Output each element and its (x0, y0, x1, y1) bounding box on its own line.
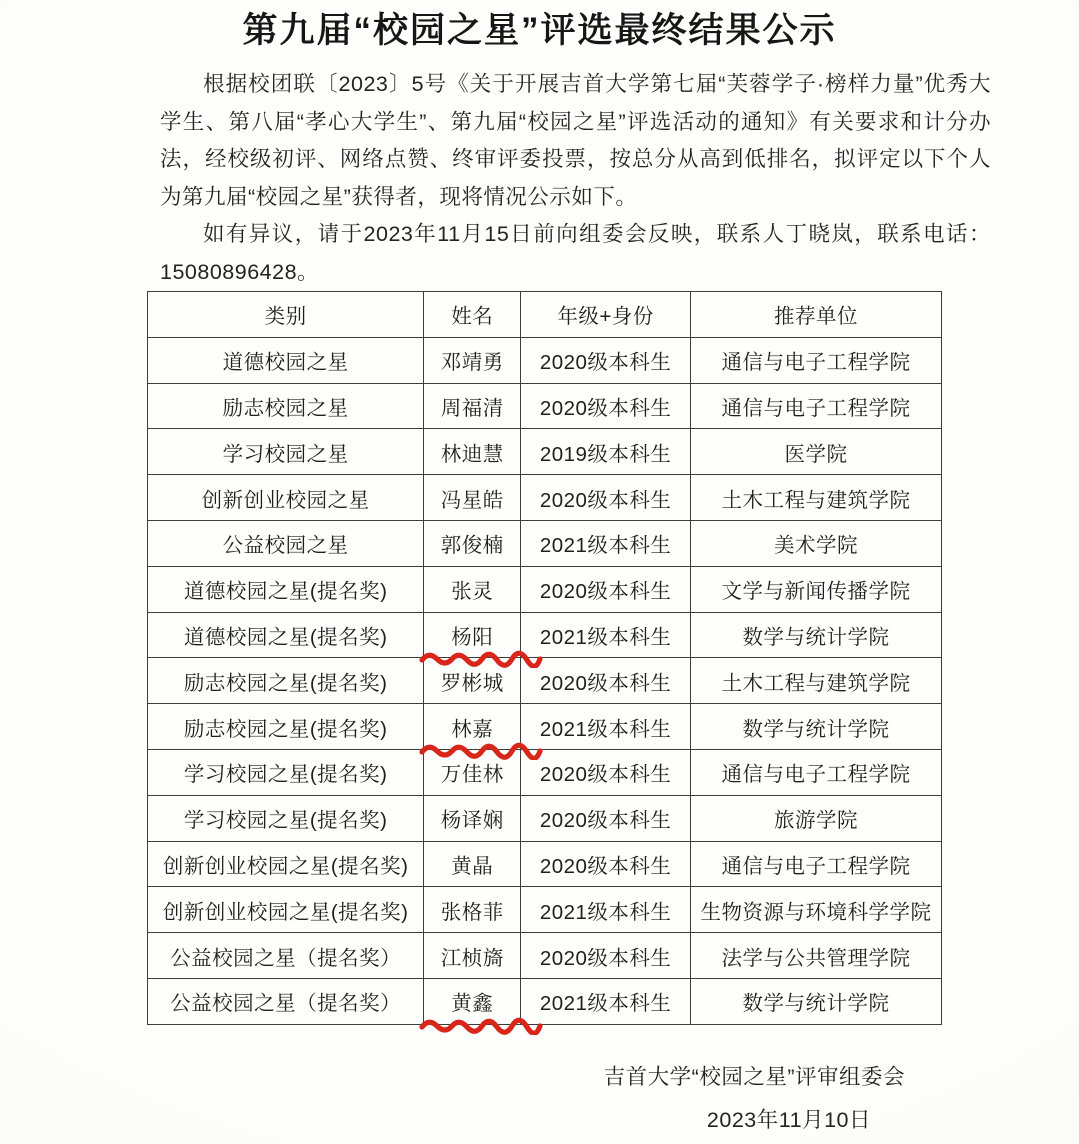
cell-grade: 2021级本科生 (521, 887, 691, 933)
table-row (148, 383, 942, 429)
table-row (148, 475, 942, 521)
cell-name: 江桢旖 (424, 933, 521, 979)
cell-category: 励志校园之星(提名奖) (148, 658, 424, 704)
cell-grade: 2021级本科生 (521, 704, 691, 750)
table-row (148, 429, 942, 475)
cell-grade: 2020级本科生 (521, 749, 691, 795)
cell-category: 公益校园之星 (148, 520, 424, 566)
cell-category: 创新创业校园之星 (148, 475, 424, 521)
header-category: 类别 (148, 292, 424, 338)
cell-grade: 2020级本科生 (521, 337, 691, 383)
cell-unit: 数学与统计学院 (691, 978, 942, 1024)
cell-unit: 数学与统计学院 (691, 704, 942, 750)
cell-name: 林迪慧 (424, 429, 521, 475)
footer-signature: 吉首大学“校园之星”评审组委会 (603, 1065, 905, 1089)
cell-unit: 土木工程与建筑学院 (691, 475, 942, 521)
table-header-row (148, 292, 942, 338)
cell-unit: 法学与公共管理学院 (691, 933, 942, 979)
cell-name: 邓靖勇 (424, 337, 521, 383)
cell-grade: 2021级本科生 (521, 520, 691, 566)
cell-grade: 2020级本科生 (521, 795, 691, 841)
cell-name: 周福清 (424, 383, 521, 429)
cell-unit: 通信与电子工程学院 (691, 383, 942, 429)
cell-name: 张格菲 (424, 887, 521, 933)
table-row (148, 566, 942, 612)
cell-category: 励志校园之星(提名奖) (148, 704, 424, 750)
page-title: 第九届“校园之星”评选最终结果公示 (242, 11, 837, 50)
cell-name: 杨译娴 (424, 795, 521, 841)
table-row (148, 337, 942, 383)
table-row (148, 841, 942, 887)
cell-unit: 通信与电子工程学院 (691, 841, 942, 887)
cell-name: 冯星皓 (424, 475, 521, 521)
header-grade: 年级+身份 (521, 292, 691, 338)
table-row (148, 520, 942, 566)
cell-name: 林嘉 (424, 704, 521, 750)
cell-unit: 数学与统计学院 (691, 612, 942, 658)
cell-name: 杨阳 (424, 612, 521, 658)
footer-date: 2023年11月10日 (706, 1108, 871, 1132)
cell-grade: 2021级本科生 (521, 978, 691, 1024)
cell-category: 道德校园之星(提名奖) (148, 566, 424, 612)
cell-name: 罗彬城 (424, 658, 521, 704)
header-unit: 推荐单位 (691, 292, 942, 338)
cell-category: 创新创业校园之星(提名奖) (148, 887, 424, 933)
cell-unit: 通信与电子工程学院 (691, 749, 942, 795)
cell-category: 学习校园之星 (148, 429, 424, 475)
table-row (148, 704, 942, 750)
cell-grade: 2020级本科生 (521, 566, 691, 612)
cell-unit: 生物资源与环境科学学院 (691, 887, 942, 933)
cell-category: 公益校园之星（提名奖） (148, 933, 424, 979)
table-row (148, 933, 942, 979)
cell-grade: 2020级本科生 (521, 475, 691, 521)
table-row (148, 658, 942, 704)
cell-name: 万佳林 (424, 749, 521, 795)
cell-name: 黄鑫 (424, 978, 521, 1024)
cell-grade: 2021级本科生 (521, 612, 691, 658)
header-name: 姓名 (424, 292, 521, 338)
cell-grade: 2019级本科生 (521, 429, 691, 475)
cell-category: 创新创业校园之星(提名奖) (148, 841, 424, 887)
contact-paragraph: 如有异议，请于2023年11月15日前向组委会反映，联系人丁晓岚，联系电话：15080896428。 (160, 222, 991, 284)
results-table (147, 291, 942, 1025)
cell-unit: 通信与电子工程学院 (691, 337, 942, 383)
cell-category: 道德校园之星(提名奖) (148, 612, 424, 658)
table-row (148, 612, 942, 658)
cell-name: 郭俊楠 (424, 520, 521, 566)
cell-category: 学习校园之星(提名奖) (148, 795, 424, 841)
cell-grade: 2020级本科生 (521, 841, 691, 887)
cell-name: 张灵 (424, 566, 521, 612)
cell-category: 公益校园之星（提名奖） (148, 978, 424, 1024)
cell-grade: 2020级本科生 (521, 933, 691, 979)
intro-paragraph: 根据校团联〔2023〕5号《关于开展吉首大学第七届“芙蓉学子·榜样力量”优秀大学生、第八届“孝心大学生”、第九届“校园之星”评选活动的通知》有关要求和计分办法，经校级初评、网络点赞、终审评委投票，按总分从高到低排名，拟评定以下个人为第九届“校园之星”获得者，现将情况公示如下。 (160, 72, 991, 209)
cell-category: 学习校园之星(提名奖) (148, 749, 424, 795)
cell-grade: 2020级本科生 (521, 383, 691, 429)
cell-unit: 旅游学院 (691, 795, 942, 841)
table-row (148, 978, 942, 1024)
cell-category: 道德校园之星 (148, 337, 424, 383)
cell-unit: 土木工程与建筑学院 (691, 658, 942, 704)
table-row (148, 749, 942, 795)
cell-name: 黄晶 (424, 841, 521, 887)
cell-category: 励志校园之星 (148, 383, 424, 429)
cell-unit: 医学院 (691, 429, 942, 475)
table-row (148, 795, 942, 841)
cell-grade: 2020级本科生 (521, 658, 691, 704)
cell-unit: 文学与新闻传播学院 (691, 566, 942, 612)
table-row (148, 887, 942, 933)
cell-unit: 美术学院 (691, 520, 942, 566)
